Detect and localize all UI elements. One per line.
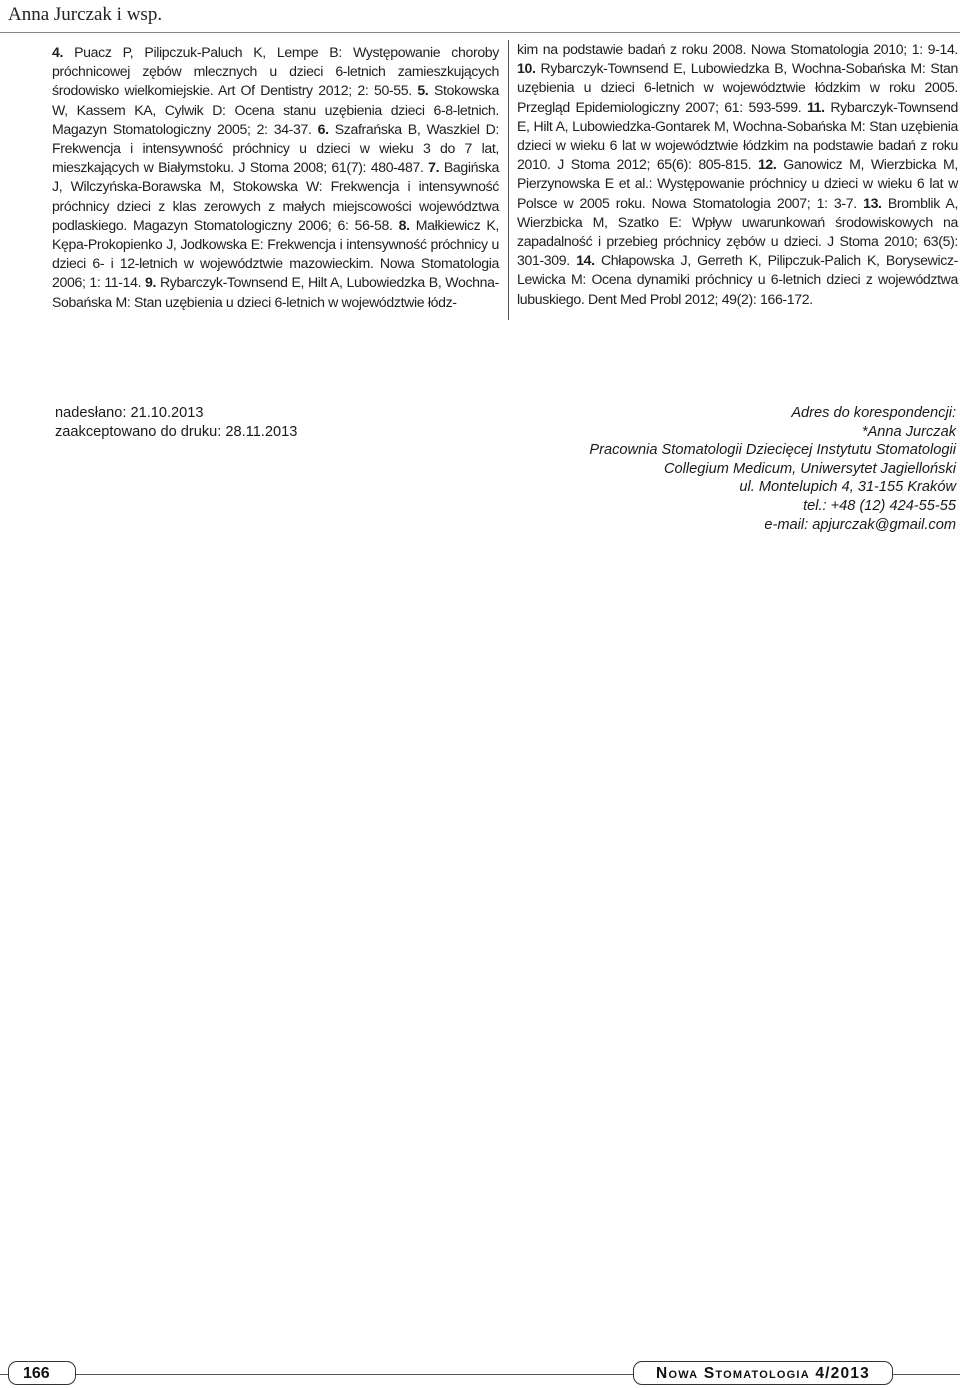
ref-8-text: Małkiewicz K, Kępa-Prokopienko J, Jodkowska E: Frekwencja i intensywność próchnicy u dzieci 6- i 12-letnich w województwie mazowieckim. Nowa Stomatologia 2006; 1: 11-14.	[52, 216, 499, 291]
ref-5-text: Stokowska W, Kassem KA, Cylwik D: Ocena stanu uzębienia dzieci 6-8-letnich. Magazyn Stomatologiczny 2005; 2: 34-37.	[52, 82, 499, 137]
ref-4-number: 4.	[52, 44, 64, 60]
running-head: Anna Jurczak i wsp.	[8, 4, 163, 25]
ref-14-text: Chłapowska J, Gerreth K, Pilipczuk-Palich K, Borysewicz-Lewicka M: Ocena dynamiki próchnicy u 6-letnich dzieci z województwa lubuskiego. Dent Med Probl 2012; 49(2): 166-172.	[517, 252, 959, 307]
ref-9-number: 9.	[145, 274, 157, 291]
ref-4-text: Puacz P, Pilipczuk-Paluch K, Lempe B: Występowanie choroby próchnicowej zębów mlecznych u dzieci 6-letnich zamieszkujących środowisko wielkomiejskie. Art Of Dentistry 2012; 2: 50-55.	[52, 44, 499, 99]
ref-5-number: 5.	[417, 82, 429, 99]
ref-6-number: 6.	[317, 120, 329, 137]
ref-8-number: 8.	[398, 216, 410, 233]
correspondence-heading: Adres do korespondencji:	[791, 405, 956, 421]
ref-13-number: 13.	[863, 194, 882, 211]
ref-6-text: Szafrańska B, Waszkiel D: Frekwencja i intensywność próchnicy u dzieci w wieku 3 do 7 lat, mieszkających w Białymstoku. J Stoma 2008; 61(7): 480-487.	[52, 120, 499, 176]
correspondence-street: ul. Montelupich 4, 31-155 Kraków	[739, 479, 956, 496]
received-date: nadesłano: 21.10.2013	[55, 405, 204, 421]
references-column-right	[517, 40, 958, 309]
ref-12-number: 12.	[757, 156, 777, 173]
ref-11-text: Rybarczyk-Townsend E, Hilt A, Lubowiedzka-Gontarek M, Wochna-Sobańska M: Stan uzębienia dzieci w wieku 6 lat w województwie łódzkim na podstawie badań z roku 2010. J Stoma 2012; 65(6): 805-815.	[517, 98, 958, 173]
ref-11-number: 11.	[806, 98, 825, 115]
ref-9-text-part2: kim na podstawie badań z roku 2008. Nowa Stomatologia 2010; 1: 9-14.	[517, 41, 958, 57]
correspondence-institution: Pracownia Stomatologii Dziecięcej Instytutu Stomatologii	[589, 442, 956, 459]
correspondence-address	[516, 404, 956, 534]
column-divider	[508, 40, 509, 320]
correspondence-name: *Anna Jurczak	[861, 423, 956, 440]
ref-14-number: 14.	[576, 252, 595, 269]
correspondence-email[interactable]: e-mail: apjurczak@gmail.com	[764, 516, 956, 533]
references-column-left	[52, 43, 499, 312]
correspondence-university: Collegium Medicum, Uniwersytet Jagielloński	[664, 460, 956, 477]
correspondence-phone: tel.: +48 (12) 424-55-55	[803, 497, 956, 514]
ref-9-text-part1: Rybarczyk-Townsend E, Hilt A, Lubowiedzka B, Wochna-Sobańska M: Stan uzębienia u dzieci 6-letnich w województwie łódz-	[52, 274, 499, 310]
ref-7-text: Bagińska J, Wilczyńska-Borawska M, Stokowska W: Frekwencja i intensywność próchnicy dzieci z klas zerowych z małych miejscowości województwa podlaskiego. Magazyn Stomatologiczny 2006; 6: 56-58.	[52, 159, 499, 233]
ref-7-number: 7.	[428, 159, 440, 176]
ref-10-number: 10.	[517, 60, 536, 77]
ref-13-text: Bromblik A, Wierzbicka M, Szatko E: Wpływ uwarunkowań środowiskowych na zapadalność i przebieg próchnicy zębów u dzieci. J Stoma 2010; 63(5): 301-309.	[517, 194, 959, 269]
header-rule	[0, 32, 960, 33]
ref-10-text: Rybarczyk-Townsend E, Lubowiedzka B, Wochna-Sobańska M: Stan uzębienia u dzieci 6-letnich w województwie łódzkim w roku 2005. Przegląd Epidemiologiczny 2007; 61: 593-599.	[517, 60, 958, 115]
journal-name: Nowa Stomatologia 4/2013	[633, 1361, 893, 1385]
submission-dates	[55, 404, 297, 441]
ref-12-text: Ganowicz M, Wierzbicka M, Pierzynowska E et al.: Występowanie próchnicy u dzieci w wieku 6 lat w Polsce w 2005 roku. Nowa Stomatologia 2007; 1: 3-7.	[517, 156, 958, 211]
accepted-date: zaakceptowano do druku: 28.11.2013	[55, 423, 298, 440]
page-number: 166	[8, 1361, 76, 1385]
